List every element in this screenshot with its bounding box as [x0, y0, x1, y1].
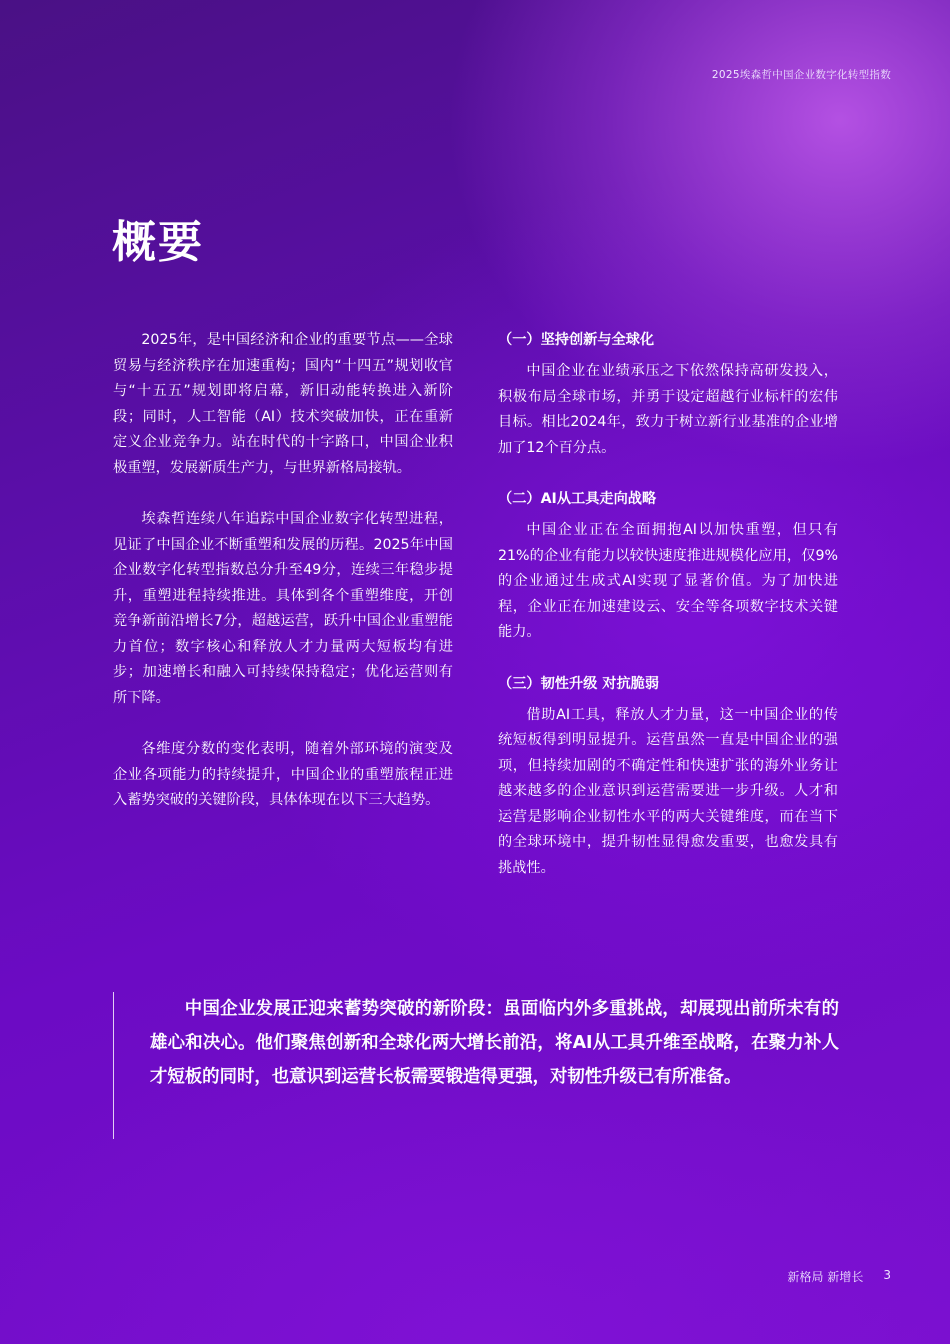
intro-paragraph: 2025年，是中国经济和企业的重要节点——全球贸易与经济秩序在加速重构；国内“十四五”规划收官与“十五五”规划即将启幕，新旧动能转换进入新阶段；同时，人工智能（AI）技术突破加快，正在重新定义企业竞争力。站在时代的十字路口，中国企业积极重塑，发展新质生产力，与世界新格局接轨。	[113, 332, 453, 476]
report-title: 2025埃森哲中国企业数字化转型指数	[711, 69, 891, 81]
callout-text: 中国企业发展正迎来蓄势突破的新阶段：虽面临内外多重挑战，却展现出前所未有的雄心和决心。他们聚焦创新和全球化两大增长前沿，将AI从工具升维至战略，在聚力补人才短板的同时，也意识到运营长板需要锻造得更强，对韧性升级已有所准备。	[150, 999, 839, 1087]
callout-quote	[113, 992, 839, 1139]
section-body: 中国企业正在全面拥抱AI以加快重塑，但只有21%的企业有能力以较快速度推进规模化应用，仅9%的企业通过生成式AI实现了显著价值。为了加快进程，企业正在加速建设云、安全等各项数字技术关键能力。	[498, 522, 838, 640]
trends-paragraph: 各维度分数的变化表明，随着外部环境的演变及企业各项能力的持续提升，中国企业的重塑旅程正进入蓄势突破的关键阶段，具体体现在以下三大趋势。	[113, 741, 453, 808]
trend-section-innovation	[498, 328, 838, 461]
right-column	[498, 328, 838, 907]
page-title: 概要	[112, 217, 204, 268]
index-paragraph: 埃森哲连续八年追踪中国企业数字化转型进程，见证了中国企业不断重塑和发展的历程。2025年中国企业数字化转型指数总分升至49分，连续三年稳步提升，重塑进程持续推进。具体到各个重塑维度，开创竞争新前沿增长7分，超越运营，跃升中国企业重塑能力首位；数字核心和释放人才力量两大短板均有进步；加速增长和融入可持续保持稳定；优化运营则有所下降。	[113, 511, 453, 706]
section-heading: （一）坚持创新与全球化	[498, 332, 655, 348]
section-body: 借助AI工具，释放人才力量，这一中国企业的传统短板得到明显提升。运营虽然一直是中国企业的强项，但持续加剧的不确定性和快速扩张的海外业务让越来越多的企业意识到运营需要进一步升级。人才和运营是影响企业韧性水平的两大关键维度，而在当下的全球环境中，提升韧性显得愈发重要，也愈发具有挑战性。	[498, 706, 838, 876]
section-body: 中国企业在业绩承压之下依然保持高研发投入，积极布局全球市场，并勇于设定超越行业标杆的宏伟目标。相比2024年，致力于树立新行业基准的企业增加了12个百分点。	[498, 363, 838, 456]
page-footer	[788, 1268, 891, 1285]
trend-section-resilience	[498, 672, 838, 882]
footer-slogan: 新格局 新增长	[787, 1270, 864, 1284]
page-number: 3	[883, 1268, 891, 1282]
section-heading: （二）AI从工具走向战略	[498, 491, 657, 507]
section-heading: （三）韧性升级 对抗脆弱	[498, 675, 660, 692]
trend-section-ai	[498, 487, 838, 646]
left-column	[113, 328, 453, 840]
